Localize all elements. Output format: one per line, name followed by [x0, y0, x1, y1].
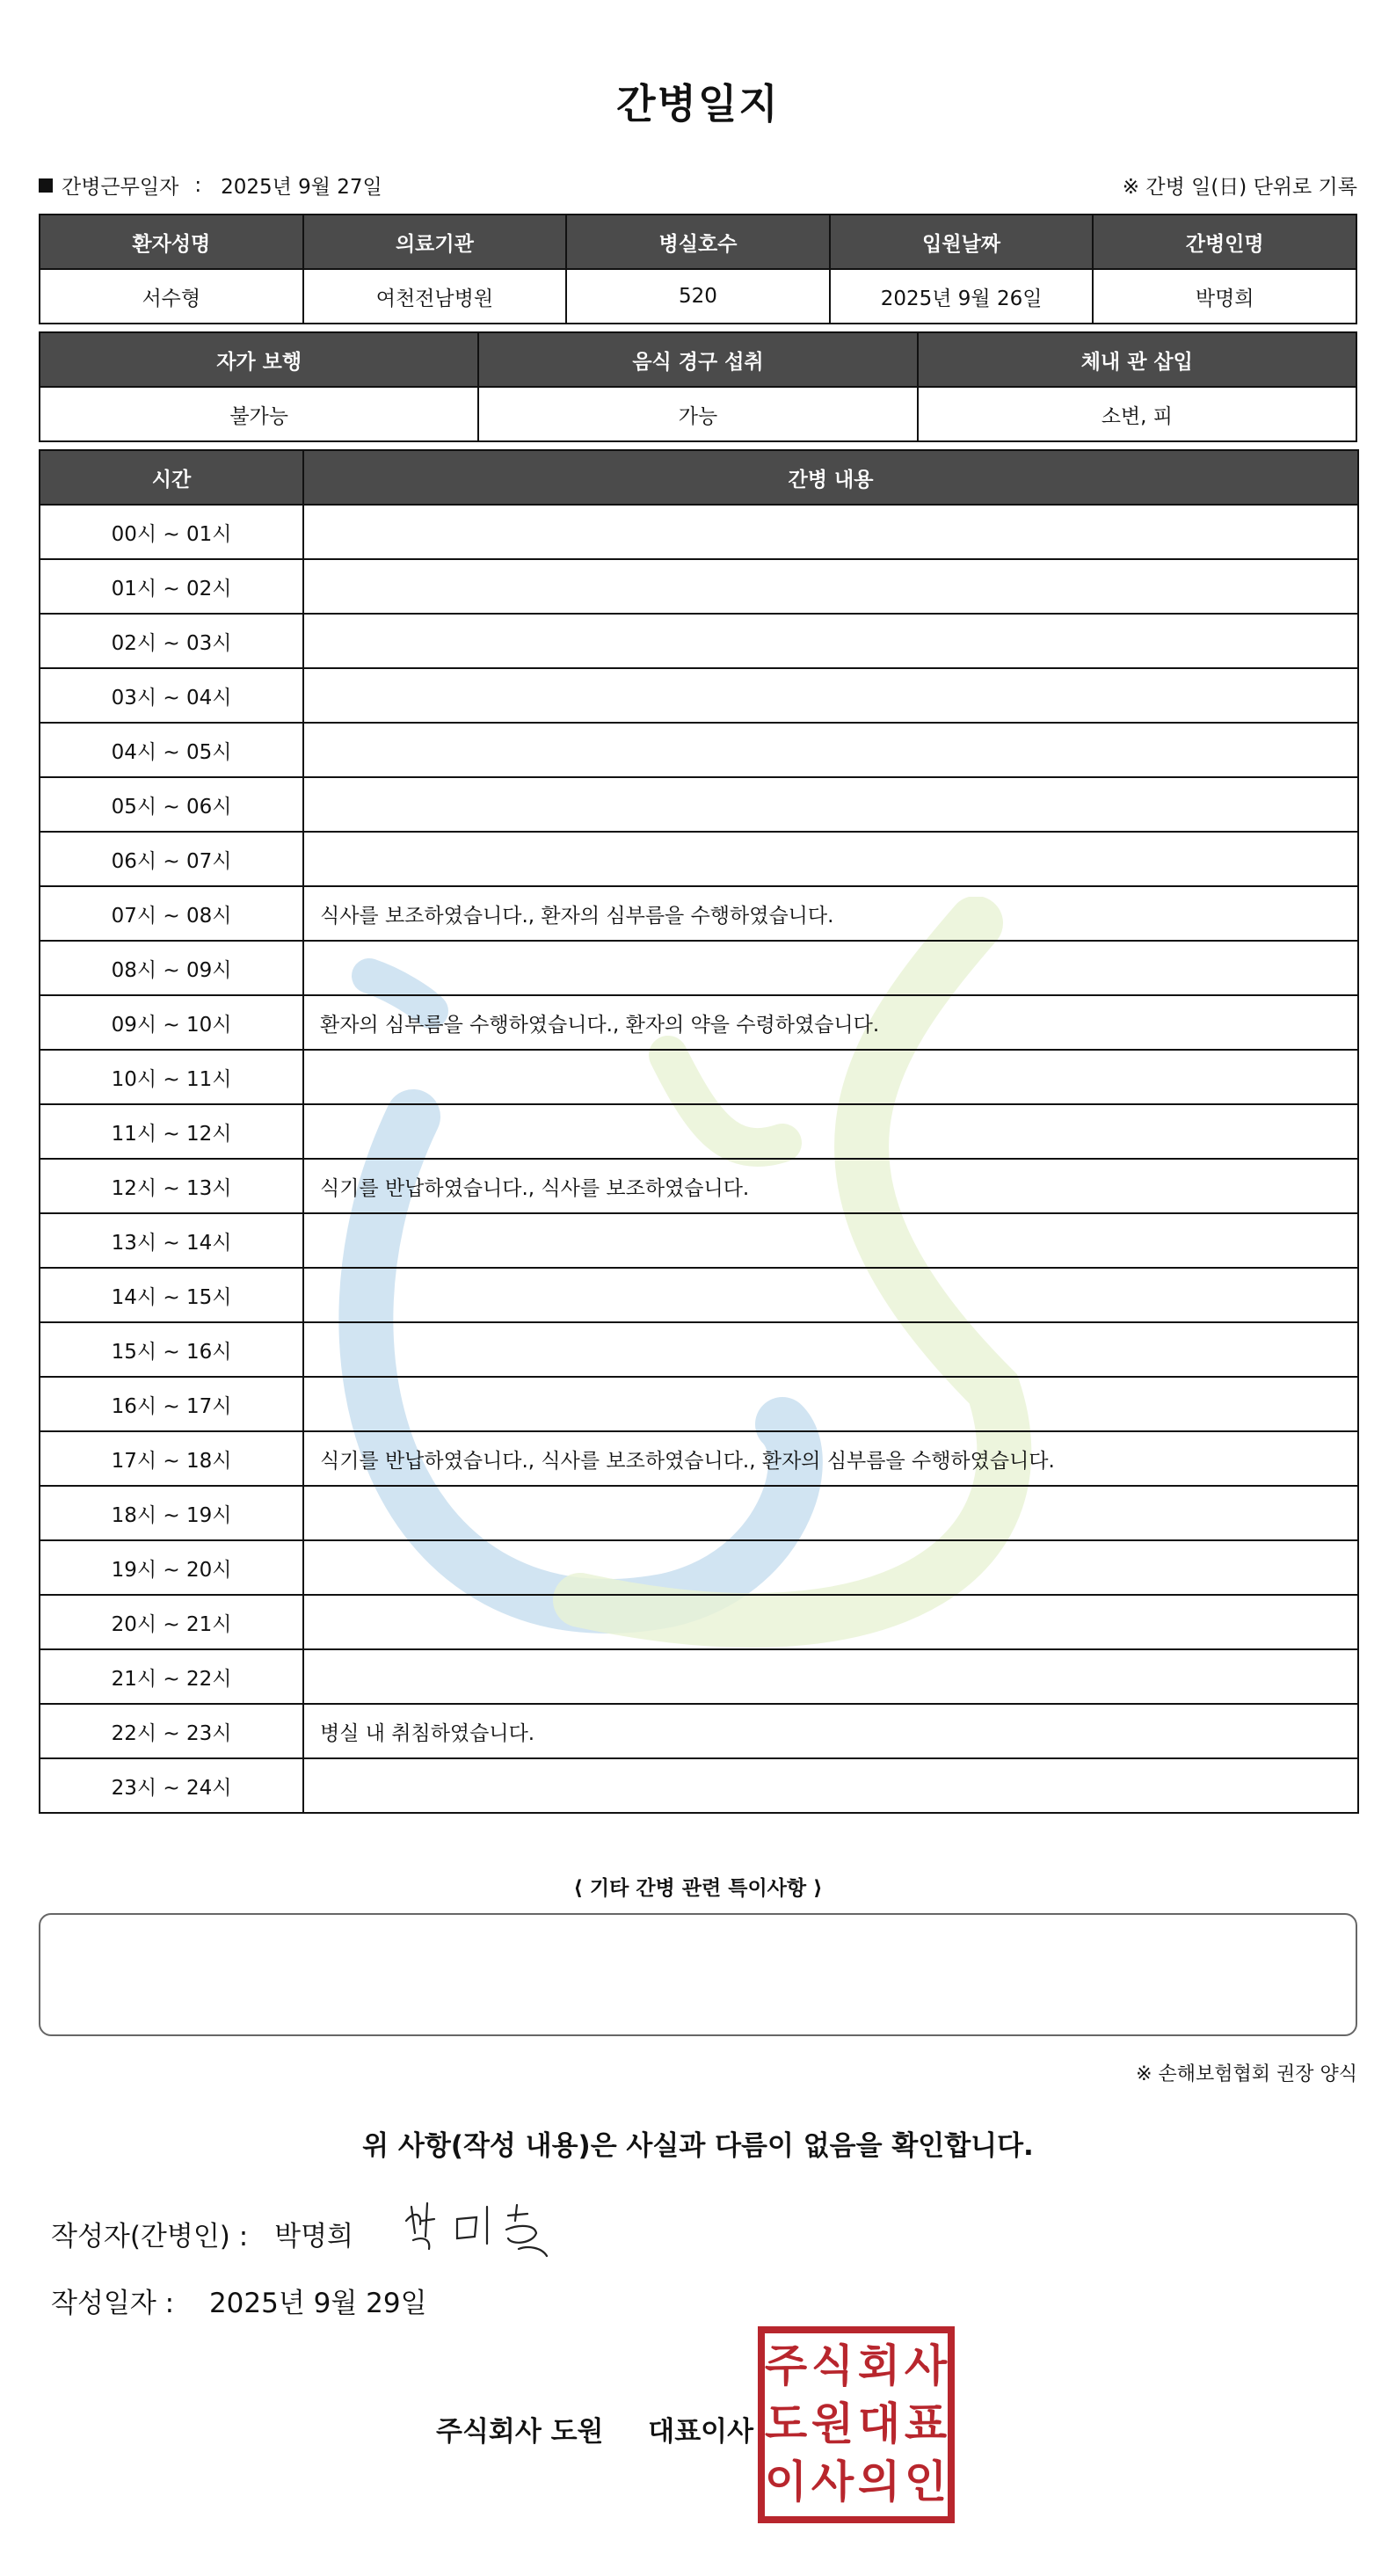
- care-log-row: [40, 723, 1358, 777]
- seal-character: 식: [811, 2340, 854, 2391]
- care-log-row: [40, 505, 1358, 559]
- written-date-value: 2025년 9월 29일: [208, 2288, 427, 2319]
- hourly-care-log-table: [39, 449, 1359, 1814]
- form-source-note: ※ 손해보험협회 권장 양식: [1136, 2063, 1357, 2085]
- hospital-name: 여천전남병원: [303, 269, 567, 324]
- care-log-content: [303, 614, 1358, 668]
- company-line: [436, 2409, 753, 2449]
- oral-intake-value: 가능: [478, 387, 917, 441]
- care-log-content: [303, 505, 1358, 559]
- care-log-row: [40, 559, 1358, 614]
- writer-label: 작성자(간병인) :: [51, 2221, 249, 2252]
- work-date-label: 간병근무일자: [62, 176, 179, 199]
- patient-status-header-row: [40, 332, 1356, 387]
- care-log-content: 식기를 반납하였습니다., 식사를 보조하였습니다., 환자의 심부름을 수행하였습니다.: [303, 1431, 1358, 1486]
- seal-character: 주: [764, 2340, 808, 2391]
- bullet-square-icon: [39, 178, 53, 193]
- care-log-time: 10시 ~ 11시: [40, 1050, 303, 1104]
- care-log-time: 11시 ~ 12시: [40, 1104, 303, 1159]
- care-log-time: 09시 ~ 10시: [40, 995, 303, 1050]
- seal-character: 이: [764, 2456, 808, 2507]
- document-title: 간병일지: [616, 80, 780, 127]
- care-log-time: 18시 ~ 19시: [40, 1486, 303, 1540]
- care-log-row: [40, 995, 1358, 1050]
- seal-character: 대: [857, 2398, 901, 2449]
- header-patient-name: 환자성명: [40, 215, 303, 269]
- work-date: [39, 171, 382, 200]
- seal-character: 사: [904, 2340, 948, 2391]
- header-self-walking: 자가 보행: [40, 332, 478, 387]
- special-notes-title: ⟨ 기타 간병 관련 특이사항 ⟩: [573, 1877, 823, 1900]
- care-log-row: [40, 886, 1358, 941]
- care-log-content: [303, 777, 1358, 832]
- care-log-content: 병실 내 취침하였습니다.: [303, 1704, 1358, 1758]
- care-log-row: [40, 1268, 1358, 1322]
- care-log-time: 17시 ~ 18시: [40, 1431, 303, 1486]
- patient-info-table: [39, 214, 1357, 324]
- care-log-content: 식사를 보조하였습니다., 환자의 심부름을 수행하였습니다.: [303, 886, 1358, 941]
- header-tube-insertion: 체내 관 삽입: [918, 332, 1356, 387]
- care-log-time: 08시 ~ 09시: [40, 941, 303, 995]
- self-walking-value: 불가능: [40, 387, 478, 441]
- patient-name: 서수형: [40, 269, 303, 324]
- care-log-content: 식기를 반납하였습니다., 식사를 보조하였습니다.: [303, 1159, 1358, 1213]
- care-log-row: [40, 1322, 1358, 1377]
- care-log-row: [40, 1758, 1358, 1813]
- care-log-row: [40, 614, 1358, 668]
- header-time: 시간: [40, 450, 303, 505]
- care-log-row: [40, 777, 1358, 832]
- room-number: 520: [566, 269, 830, 324]
- care-log-content: [303, 1758, 1358, 1813]
- care-log-content: [303, 1104, 1358, 1159]
- ceo-title: 대표이사: [648, 2416, 754, 2448]
- care-log-content: [303, 1595, 1358, 1649]
- patient-info-value-row: [40, 269, 1356, 324]
- care-log-time: 13시 ~ 14시: [40, 1213, 303, 1268]
- care-log-time: 20시 ~ 21시: [40, 1595, 303, 1649]
- care-log-content: [303, 668, 1358, 723]
- care-log-content: [303, 941, 1358, 995]
- care-log-content: [303, 832, 1358, 886]
- tube-insertion-value: 소변, 피: [918, 387, 1356, 441]
- care-log-row: [40, 1213, 1358, 1268]
- care-log-time: 15시 ~ 16시: [40, 1322, 303, 1377]
- seal-character: 의: [857, 2456, 901, 2507]
- care-log-row: [40, 1595, 1358, 1649]
- company-name: 주식회사 도원: [436, 2416, 604, 2448]
- care-log-time: 02시 ~ 03시: [40, 614, 303, 668]
- care-log-row: [40, 1704, 1358, 1758]
- care-log-content: 환자의 심부름을 수행하였습니다., 환자의 약을 수령하였습니다.: [303, 995, 1358, 1050]
- work-date-value: 2025년 9월 27일: [221, 176, 382, 199]
- care-log-row: [40, 1159, 1358, 1213]
- writer-name: 박명희: [274, 2221, 354, 2252]
- care-log-content: [303, 1486, 1358, 1540]
- seal-character: 인: [904, 2456, 948, 2507]
- written-date-label: 작성일자 :: [51, 2288, 175, 2319]
- header-caregiver-name: 간병인명: [1093, 215, 1356, 269]
- care-log-time: 05시 ~ 06시: [40, 777, 303, 832]
- care-log-content: [303, 559, 1358, 614]
- care-log-time: 04시 ~ 05시: [40, 723, 303, 777]
- care-log-content: [303, 1377, 1358, 1431]
- work-date-separator: :: [194, 173, 202, 197]
- confirmation-statement: 위 사항(작성 내용)은 사실과 다름이 없음을 확인합니다.: [362, 2130, 1034, 2162]
- care-log-time: 23시 ~ 24시: [40, 1758, 303, 1813]
- care-log-time: 22시 ~ 23시: [40, 1704, 303, 1758]
- care-log-content: [303, 1322, 1358, 1377]
- care-log-content: [303, 1213, 1358, 1268]
- care-log-time: 00시 ~ 01시: [40, 505, 303, 559]
- care-log-content: [303, 1050, 1358, 1104]
- care-log-time: 16시 ~ 17시: [40, 1377, 303, 1431]
- patient-status-table: [39, 331, 1357, 442]
- care-log-time: 06시 ~ 07시: [40, 832, 303, 886]
- seal-character: 원: [811, 2398, 854, 2449]
- patient-info-header-row: [40, 215, 1356, 269]
- caregiver-name: 박명희: [1093, 269, 1356, 324]
- company-seal-stamp: [758, 2326, 955, 2523]
- care-log-time: 21시 ~ 22시: [40, 1649, 303, 1704]
- care-log-row: [40, 1431, 1358, 1486]
- seal-character: 표: [904, 2398, 948, 2449]
- care-log-row: [40, 668, 1358, 723]
- header-hospital: 의료기관: [303, 215, 567, 269]
- header-room-number: 병실호수: [566, 215, 830, 269]
- care-log-row: [40, 1104, 1358, 1159]
- care-log-row: [40, 1649, 1358, 1704]
- care-log-content: [303, 1268, 1358, 1322]
- care-log-row: [40, 1486, 1358, 1540]
- record-note: ※ 간병 일(日) 단위로 기록: [1122, 176, 1357, 199]
- header-oral-intake: 음식 경구 섭취: [478, 332, 917, 387]
- header-care-content: 간병 내용: [303, 450, 1358, 505]
- seal-character: 회: [857, 2340, 901, 2391]
- care-log-row: [40, 1050, 1358, 1104]
- handwritten-signature: [396, 2194, 571, 2265]
- care-log-content: [303, 1649, 1358, 1704]
- care-log-row: [40, 1377, 1358, 1431]
- patient-status-value-row: [40, 387, 1356, 441]
- seal-character: 도: [764, 2398, 808, 2449]
- special-notes-box: [39, 1913, 1357, 2036]
- care-log-content: [303, 1540, 1358, 1595]
- care-log-time: 07시 ~ 08시: [40, 886, 303, 941]
- admission-date: 2025년 9월 26일: [830, 269, 1094, 324]
- care-log-row: [40, 1540, 1358, 1595]
- care-log-row: [40, 941, 1358, 995]
- care-log-time: 03시 ~ 04시: [40, 668, 303, 723]
- care-log-time: 14시 ~ 15시: [40, 1268, 303, 1322]
- care-log-content: [303, 723, 1358, 777]
- care-log-time: 19시 ~ 20시: [40, 1540, 303, 1595]
- care-log-time: 01시 ~ 02시: [40, 559, 303, 614]
- care-log-time: 12시 ~ 13시: [40, 1159, 303, 1213]
- care-log-header-row: [40, 450, 1358, 505]
- care-log-row: [40, 832, 1358, 886]
- writer-line: [51, 2214, 353, 2253]
- written-date-line: [51, 2281, 427, 2320]
- meta-row: [39, 171, 1357, 200]
- header-admission-date: 입원날짜: [830, 215, 1094, 269]
- seal-character: 사: [811, 2456, 854, 2507]
